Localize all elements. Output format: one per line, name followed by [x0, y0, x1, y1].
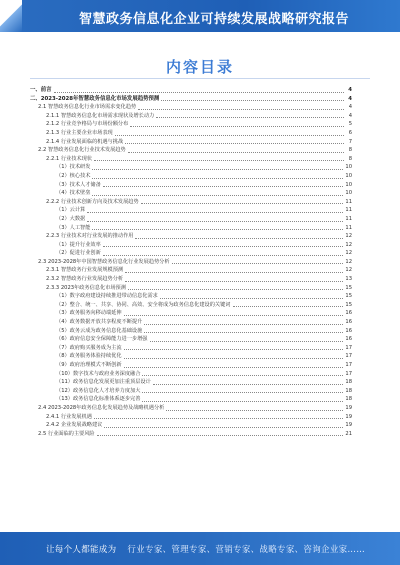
toc-entry-title: （1）云计算	[56, 207, 86, 214]
toc-entry-page: 11	[345, 224, 352, 231]
toc-entry-title: （3）技术人才储备	[56, 181, 101, 188]
toc-leader-dots	[144, 332, 343, 333]
toc-entry[interactable]	[30, 430, 352, 439]
table-of-contents	[30, 86, 352, 438]
toc-entry-page: 15	[345, 301, 352, 308]
toc-leader-dots	[125, 281, 343, 282]
toc-entry-page: 19	[345, 413, 352, 420]
toc-leader-dots	[103, 186, 344, 187]
toc-entry-title: 2.1.2 行业竞争格局与市场份额分布	[46, 121, 129, 128]
footer-slogan-lead: 让每个人都能成为	[46, 545, 117, 555]
toc-leader-dots	[160, 298, 344, 299]
toc-leader-dots	[92, 229, 343, 230]
toc-divider	[30, 78, 370, 79]
toc-entry-title: （1）技术研发	[56, 164, 91, 171]
toc-entry-page: 17	[345, 370, 352, 377]
toc-entry-title: （1）数字政府建设持续推进带动信息化需求	[56, 293, 158, 300]
toc-entry-title: （3）人工智能	[56, 224, 91, 231]
toc-entry[interactable]	[30, 266, 352, 275]
toc-entry[interactable]	[30, 361, 352, 370]
toc-leader-dots	[142, 375, 343, 376]
toc-entry-page: 15	[345, 284, 352, 291]
toc-entry-page: 18	[345, 387, 352, 394]
toc-entry-title: （2）核心技术	[56, 172, 91, 179]
toc-leader-dots	[172, 263, 344, 264]
toc-leader-dots	[94, 160, 344, 161]
toc-entry-title: 2.3.2 智慧政务行业发展趋势分析	[46, 276, 124, 283]
toc-entry[interactable]	[30, 129, 352, 138]
toc-entry-title: 2.3.3 2023年政务信息化市场预测	[46, 284, 126, 291]
toc-entry-page: 4	[348, 104, 352, 111]
toc-entry[interactable]	[30, 352, 352, 361]
toc-entry-title: （4）政务数据开放共享程度不断提升	[56, 319, 143, 326]
toc-entry-page: 8	[348, 147, 352, 154]
toc-leader-dots	[142, 392, 343, 393]
toc-leader-dots	[125, 143, 344, 144]
toc-entry-page: 21	[345, 430, 352, 437]
toc-entry-page: 4	[348, 95, 352, 102]
toc-entry-page: 18	[345, 379, 352, 386]
toc-entry-page: 4	[348, 112, 352, 119]
toc-entry-page: 12	[345, 267, 352, 274]
toc-entry-page: 17	[345, 344, 352, 351]
toc-leader-dots	[141, 203, 344, 204]
toc-entry-title: 二、2023-2028年智慧政务信息化市场发展趋势预测	[30, 95, 160, 102]
toc-entry[interactable]	[30, 309, 352, 318]
toc-entry[interactable]	[30, 404, 352, 413]
toc-entry-page: 12	[345, 233, 352, 240]
toc-entry-page: 16	[345, 336, 352, 343]
toc-entry-title: （2）大数据	[56, 215, 86, 222]
toc-entry-page: 11	[345, 207, 352, 214]
toc-entry-title: （9）政府治理模式不断创新	[56, 362, 122, 368]
toc-leader-dots	[135, 238, 343, 239]
toc-entry[interactable]	[30, 189, 352, 198]
toc-entry[interactable]	[30, 258, 352, 267]
toc-entry[interactable]	[30, 112, 352, 121]
toc-entry[interactable]	[30, 86, 352, 95]
toc-entry[interactable]	[30, 206, 352, 215]
toc-entry-page: 12	[345, 250, 352, 257]
toc-leader-dots	[130, 126, 344, 127]
toc-entry[interactable]	[30, 395, 352, 404]
toc-entry[interactable]	[30, 387, 352, 396]
header-accent-shape	[0, 0, 22, 32]
toc-entry[interactable]	[30, 335, 352, 344]
toc-leader-dots	[138, 109, 344, 110]
toc-entry[interactable]	[30, 120, 352, 129]
toc-entry-title: （7）政府购买服务成为主流	[56, 344, 122, 351]
toc-entry-title: 2.2.1 行业技术现状	[46, 155, 92, 162]
toc-entry-title: 2.2.3 行业技术对行业发展的推动作用	[46, 233, 134, 240]
toc-leader-dots	[87, 221, 343, 222]
report-title: 智慧政务信息化企业可持续发展战略研究报告	[78, 12, 349, 27]
toc-entry-page: 5	[348, 121, 352, 128]
toc-entry[interactable]	[30, 378, 352, 387]
toc-entry-title: 2.1.1 智慧政务信息化市场需求现状及增长动力	[46, 112, 155, 119]
toc-entry-page: 19	[345, 404, 352, 411]
toc-leader-dots	[128, 289, 343, 290]
toc-entry[interactable]	[30, 224, 352, 233]
toc-leader-dots	[150, 341, 344, 342]
toc-entry-title: （10）数字技术与政府业务深度融合	[56, 370, 141, 377]
toc-entry-page: 16	[345, 319, 352, 326]
toc-leader-dots	[124, 349, 344, 350]
toc-leader-dots	[97, 435, 344, 436]
toc-leader-dots	[104, 427, 343, 428]
toc-leader-dots	[156, 117, 344, 118]
toc-leader-dots	[144, 324, 343, 325]
toc-leader-dots	[94, 418, 343, 419]
toc-entry-title: 2.1.3 行业主要企业市场表现	[46, 129, 113, 136]
toc-leader-dots	[103, 255, 344, 256]
toc-leader-dots	[166, 410, 343, 411]
toc-entry-page: 19	[345, 422, 352, 429]
toc-leader-dots	[54, 92, 344, 93]
toc-entry-title: （8）政务服务体验持续优化	[56, 353, 122, 360]
toc-leader-dots	[92, 178, 343, 179]
toc-entry[interactable]	[30, 95, 352, 104]
toc-entry-title: 2.2 智慧政务信息化行业技术发展趋势	[38, 147, 126, 154]
toc-entry-page: 6	[348, 129, 352, 136]
toc-entry-page: 11	[345, 215, 352, 222]
toc-entry-page: 11	[345, 198, 352, 205]
toc-entry[interactable]	[30, 318, 352, 327]
toc-leader-dots	[153, 384, 344, 385]
toc-leader-dots	[142, 401, 343, 402]
toc-entry-page: 16	[345, 310, 352, 317]
toc-entry[interactable]	[30, 232, 352, 241]
toc-entry[interactable]	[30, 421, 352, 430]
toc-entry-title: 2.3 2023-2028年中国智慧政务信息化行业发展趋势分析	[38, 258, 170, 265]
toc-entry-page: 16	[345, 327, 352, 334]
footer-band	[0, 532, 400, 565]
toc-entry-title: 2.1.4 行业发展面临的机遇与挑战	[46, 138, 124, 145]
toc-entry-title: （5）政务云成为政务信息化基础设施	[56, 327, 143, 334]
toc-leader-dots	[103, 246, 344, 247]
toc-leader-dots	[92, 169, 343, 170]
toc-entry-page: 17	[345, 353, 352, 360]
toc-entry[interactable]	[30, 138, 352, 147]
toc-entry-title: （2）促进行业创新	[56, 250, 101, 257]
toc-entry[interactable]	[30, 103, 352, 112]
toc-heading: 内容目录	[165, 58, 234, 76]
toc-leader-dots	[87, 212, 343, 213]
report-header-banner	[0, 0, 400, 32]
toc-entry-title: （6）政府信息安全保障能力进一步增强	[56, 336, 148, 343]
toc-leader-dots	[92, 195, 343, 196]
toc-entry-page: 4	[348, 87, 352, 93]
toc-entry[interactable]	[30, 155, 352, 164]
toc-leader-dots	[128, 152, 344, 153]
toc-entry-title: 2.1 智慧政务信息化行业市场需求变化趋势	[38, 104, 137, 111]
toc-entry-title: 2.5 行业面临的主要风险	[38, 430, 95, 437]
toc-entry[interactable]	[30, 413, 352, 422]
toc-leader-dots	[115, 135, 344, 136]
toc-entry[interactable]	[30, 344, 352, 353]
toc-entry[interactable]	[30, 275, 352, 284]
toc-leader-dots	[125, 272, 343, 273]
toc-entry[interactable]	[30, 181, 352, 190]
toc-entry-page: 15	[345, 293, 352, 300]
toc-entry-page: 18	[345, 396, 352, 403]
toc-entry[interactable]	[30, 370, 352, 379]
toc-entry-title: （13）政务信息化标准体系逐步完善	[56, 396, 141, 403]
toc-entry-title: （3）政务服务向移动端延伸	[56, 310, 122, 317]
toc-entry-title: （11）政务信息化发展更加注重顶层设计	[56, 379, 151, 386]
toc-leader-dots	[124, 367, 344, 368]
toc-entry-title: （2）整合、统一、共享、协同、高效、安全将成为政务信息化建设的关键词	[56, 301, 231, 308]
toc-entry[interactable]	[30, 292, 352, 301]
toc-leader-dots	[124, 315, 344, 316]
toc-entry-page: 17	[345, 362, 352, 368]
toc-leader-dots	[124, 358, 344, 359]
toc-entry-title: 2.4.1 行业发展机遇	[46, 413, 92, 420]
toc-entry-page: 8	[348, 155, 352, 162]
toc-entry-title: （1）提升行业效率	[56, 241, 101, 248]
footer-slogan	[46, 543, 386, 555]
toc-entry-page: 13	[345, 276, 352, 283]
toc-entry-page: 10	[345, 164, 352, 171]
toc-leader-dots	[233, 306, 344, 307]
toc-entry-title: （12）政务信息化人才培养力度加大	[56, 387, 141, 394]
toc-entry-title: 2.4 2023-2028年政务信息化发展趋势及战略机遇分析	[38, 404, 165, 411]
toc-entry-title: 2.2.2 行业技术创新方向及技术发展趋势	[46, 198, 139, 205]
toc-entry[interactable]	[30, 215, 352, 224]
toc-entry[interactable]	[30, 327, 352, 336]
toc-entry-page: 10	[345, 172, 352, 179]
toc-entry-title: 一、前言	[30, 87, 52, 93]
toc-entry[interactable]	[30, 172, 352, 181]
toc-entry-title: 2.4.2 企业发展战略建议	[46, 422, 103, 429]
toc-entry[interactable]	[30, 146, 352, 155]
toc-entry[interactable]	[30, 163, 352, 172]
toc-entry[interactable]	[30, 241, 352, 250]
toc-entry[interactable]	[30, 198, 352, 207]
toc-entry-title: 2.3.1 智慧政务行业发展规模预测	[46, 267, 124, 274]
toc-entry-title: （4）技术壁垒	[56, 190, 91, 197]
toc-entry[interactable]	[30, 249, 352, 258]
toc-leader-dots	[161, 100, 344, 101]
toc-entry-page: 10	[345, 190, 352, 197]
toc-entry[interactable]	[30, 284, 352, 293]
toc-entry-page: 12	[345, 258, 352, 265]
toc-entry-page: 12	[345, 241, 352, 248]
toc-entry-page: 7	[348, 138, 352, 145]
toc-entry[interactable]	[30, 301, 352, 310]
footer-slogan-roles: 行业专家、管理专家、营销专家、战略专家、咨询企业家……	[127, 545, 366, 555]
toc-entry-page: 10	[345, 181, 352, 188]
